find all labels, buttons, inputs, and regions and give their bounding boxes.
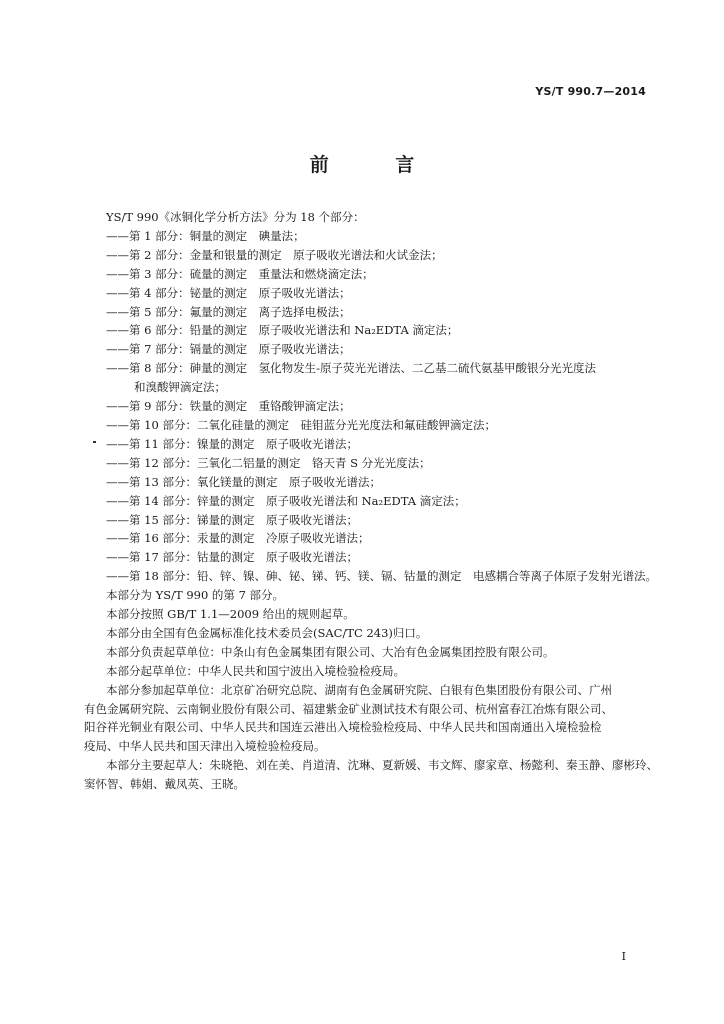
part-item: ——第 1 部分：铜量的测定 碘量法； (106, 228, 305, 243)
paragraph-line: 窦怀智、韩娟、戴凤英、王晓。 (84, 777, 245, 792)
foreword-body (84, 208, 658, 794)
part-item: ——第 18 部分：铅、锌、镍、砷、铋、锑、钙、镁、镉、钴量的测定 电感耦合等离子体原子发射光谱法。 (106, 569, 657, 584)
part-item: ——第 14 部分：锌量的测定 原子吸收光谱法和 Na₂EDTA 滴定法； (106, 493, 466, 508)
paragraph-line: 本部分按照 GB/T 1.1—2009 给出的规则起草。 (106, 607, 355, 622)
paragraph-line: 有色金属研究院、云南铜业股份有限公司、福建紫金矿业测试技术有限公司、杭州富春江冶炼有限公司、 (84, 701, 613, 716)
part-item: ——第 4 部分：铋量的测定 原子吸收光谱法； (106, 285, 351, 300)
paragraph-list (84, 586, 658, 794)
part-item: ——第 16 部分：汞量的测定 冷原子吸收光谱法； (106, 531, 370, 546)
part-item: ——第 13 部分：氧化镁量的测定 原子吸收光谱法； (106, 474, 381, 489)
part-item: ——第 8 部分：砷量的测定 氢化物发生-原子荧光光谱法、二乙基二硫代氨基甲酸银分光光度法 (106, 361, 597, 376)
paragraph-line: 疫局、中华人民共和国天津出入境检验检疫局。 (84, 739, 326, 754)
paragraph-line: 本部分由全国有色金属标准化技术委员会(SAC/TC 243)归口。 (106, 625, 428, 640)
part-item: ——第 7 部分：镉量的测定 原子吸收光谱法； (106, 342, 351, 357)
part-item: ——第 3 部分：硫量的测定 重量法和燃烧滴定法； (106, 266, 374, 281)
part-item: ——第 6 部分：铅量的测定 原子吸收光谱法和 Na₂EDTA 滴定法； (106, 323, 459, 338)
part-item: ——第 12 部分：三氧化二铝量的测定 铬天青 S 分光光度法； (106, 455, 431, 470)
page-title: 前 言 (309, 154, 445, 176)
part-item: ——第 5 部分：氟量的测定 离子选择电极法； (106, 304, 351, 319)
paragraph-line: 本部分起草单位：中华人民共和国宁波出入境检验检疫局。 (106, 663, 405, 678)
paragraph-line: 阳谷祥光铜业有限公司、中华人民共和国连云港出入境检验检疫局、中华人民共和国南通出入境检验检 (84, 720, 602, 735)
part-item: ——第 15 部分：锑量的测定 原子吸收光谱法； (106, 512, 358, 527)
part-item: ——第 2 部分：金量和银量的测定 原子吸收光谱法和火试金法； (106, 247, 443, 262)
part-item: ——第 9 部分：铁量的测定 重铬酸钾滴定法； (106, 399, 351, 414)
paragraph-line: 本部分主要起草人：朱晓艳、刘在美、肖道清、沈琳、夏新媛、韦文辉、廖家章、杨懿利、秦玉静、廖彬玲、 (106, 758, 658, 773)
parts-list (84, 227, 657, 586)
part-item-continuation: 和溴酸钾滴定法； (134, 380, 226, 395)
intro-line: YS/T 990《冰铜化学分析方法》分为 18 个部分： (106, 210, 365, 224)
part-item: ——第 17 部分：钴量的测定 原子吸收光谱法； (106, 550, 358, 565)
part-item: ——第 10 部分：二氧化硅量的测定 硅钼蓝分光光度法和氟硅酸钾滴定法； (106, 417, 496, 432)
part-item: ——第 11 部分：镍量的测定 原子吸收光谱法； (106, 436, 358, 451)
page-number: I (621, 950, 626, 963)
paragraph-line: 本部分为 YS/T 990 的第 7 部分。 (106, 588, 285, 603)
paragraph-line: 本部分参加起草单位：北京矿冶研究总院、湖南有色金属研究院、白银有色集团股份有限公司、广州 (106, 682, 612, 697)
paragraph-line: 本部分负责起草单位：中条山有色金属集团有限公司、大冶有色金属集团控股有限公司。 (106, 644, 555, 659)
standard-code: YS/T 990.7—2014 (535, 85, 646, 98)
